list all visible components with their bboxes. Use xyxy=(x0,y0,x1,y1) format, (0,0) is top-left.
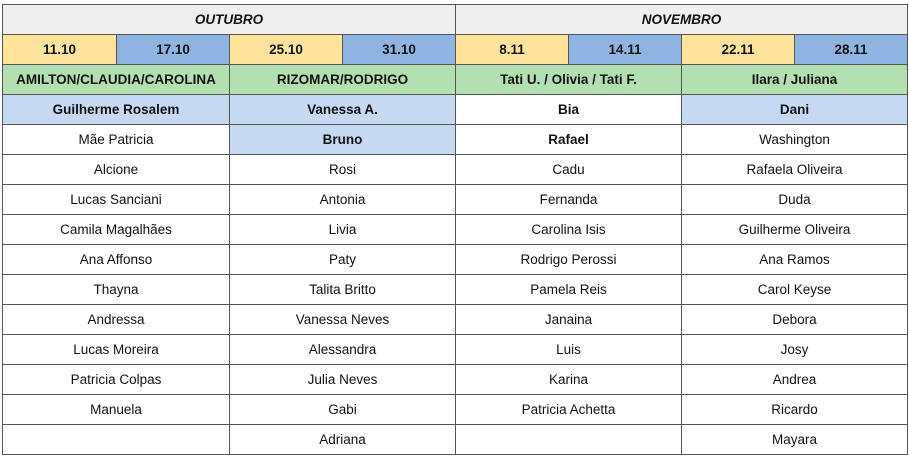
leader-cell: Ilara / Juliana xyxy=(682,65,908,95)
name-cell: Lucas Moreira xyxy=(3,335,230,365)
table-row xyxy=(3,275,908,305)
table-row xyxy=(3,395,908,425)
name-cell: Andrea xyxy=(682,365,908,395)
date-row xyxy=(3,35,908,65)
name-cell: Andressa xyxy=(3,305,230,335)
date-cell: 22.11 xyxy=(682,35,795,65)
name-cell: Gabi xyxy=(230,395,456,425)
name-cell: Rodrigo Perossi xyxy=(456,245,682,275)
name-cell xyxy=(456,425,682,455)
name-cell: Karina xyxy=(456,365,682,395)
name-cell: Vanessa Neves xyxy=(230,305,456,335)
table-row xyxy=(3,305,908,335)
table-row xyxy=(3,155,908,185)
name-cell: Carol Keyse xyxy=(682,275,908,305)
name-cell: Bruno xyxy=(230,125,456,155)
name-cell xyxy=(3,425,230,455)
name-cell: Carolina Isis xyxy=(456,215,682,245)
name-cell: Livia xyxy=(230,215,456,245)
name-cell: Ana Ramos xyxy=(682,245,908,275)
table-row xyxy=(3,95,908,125)
date-cell: 28.11 xyxy=(795,35,908,65)
name-cell: Patricia Achetta xyxy=(456,395,682,425)
name-cell: Camila Magalhães xyxy=(3,215,230,245)
leader-cell: AMILTON/CLAUDIA/CAROLINA xyxy=(3,65,230,95)
table-row xyxy=(3,245,908,275)
name-cell: Pamela Reis xyxy=(456,275,682,305)
name-cell: Cadu xyxy=(456,155,682,185)
month-header-novembro: NOVEMBRO xyxy=(456,5,908,35)
name-cell: Talita Britto xyxy=(230,275,456,305)
date-cell: 17.10 xyxy=(117,35,230,65)
date-cell: 25.10 xyxy=(230,35,343,65)
leader-cell: RIZOMAR/RODRIGO xyxy=(230,65,456,95)
name-cell: Guilherme Oliveira xyxy=(682,215,908,245)
name-cell: Alessandra xyxy=(230,335,456,365)
month-header-outubro: OUTUBRO xyxy=(3,5,456,35)
name-cell: Ricardo xyxy=(682,395,908,425)
leader-row xyxy=(3,65,908,95)
name-cell: Bia xyxy=(456,95,682,125)
schedule-table xyxy=(2,4,908,455)
name-cell: Antonia xyxy=(230,185,456,215)
month-header-row xyxy=(3,5,908,35)
name-cell: Paty xyxy=(230,245,456,275)
name-cell: Adriana xyxy=(230,425,456,455)
name-cell: Rosi xyxy=(230,155,456,185)
name-cell: Guilherme Rosalem xyxy=(3,95,230,125)
name-cell: Rafael xyxy=(456,125,682,155)
name-cell: Ana Affonso xyxy=(3,245,230,275)
table-row xyxy=(3,335,908,365)
name-cell: Lucas Sanciani xyxy=(3,185,230,215)
date-cell: 31.10 xyxy=(343,35,456,65)
name-cell: Alcione xyxy=(3,155,230,185)
name-cell: Debora xyxy=(682,305,908,335)
table-row xyxy=(3,365,908,395)
name-cell: Vanessa A. xyxy=(230,95,456,125)
name-cell: Washington xyxy=(682,125,908,155)
name-cell: Manuela xyxy=(3,395,230,425)
name-cell: Janaina xyxy=(456,305,682,335)
table-row xyxy=(3,425,908,455)
name-cell: Luis xyxy=(456,335,682,365)
name-cell: Dani xyxy=(682,95,908,125)
name-cell: Thayna xyxy=(3,275,230,305)
name-cell: Patricia Colpas xyxy=(3,365,230,395)
name-cell: Mãe Patricia xyxy=(3,125,230,155)
name-cell: Duda xyxy=(682,185,908,215)
name-cell: Mayara xyxy=(682,425,908,455)
leader-cell: Tati U. / Olivia / Tati F. xyxy=(456,65,682,95)
date-cell: 8.11 xyxy=(456,35,569,65)
name-cell: Julia Neves xyxy=(230,365,456,395)
name-cell: Fernanda xyxy=(456,185,682,215)
table-row xyxy=(3,215,908,245)
name-cell: Rafaela Oliveira xyxy=(682,155,908,185)
date-cell: 11.10 xyxy=(3,35,117,65)
name-cell: Josy xyxy=(682,335,908,365)
date-cell: 14.11 xyxy=(569,35,682,65)
table-row xyxy=(3,125,908,155)
table-row xyxy=(3,185,908,215)
